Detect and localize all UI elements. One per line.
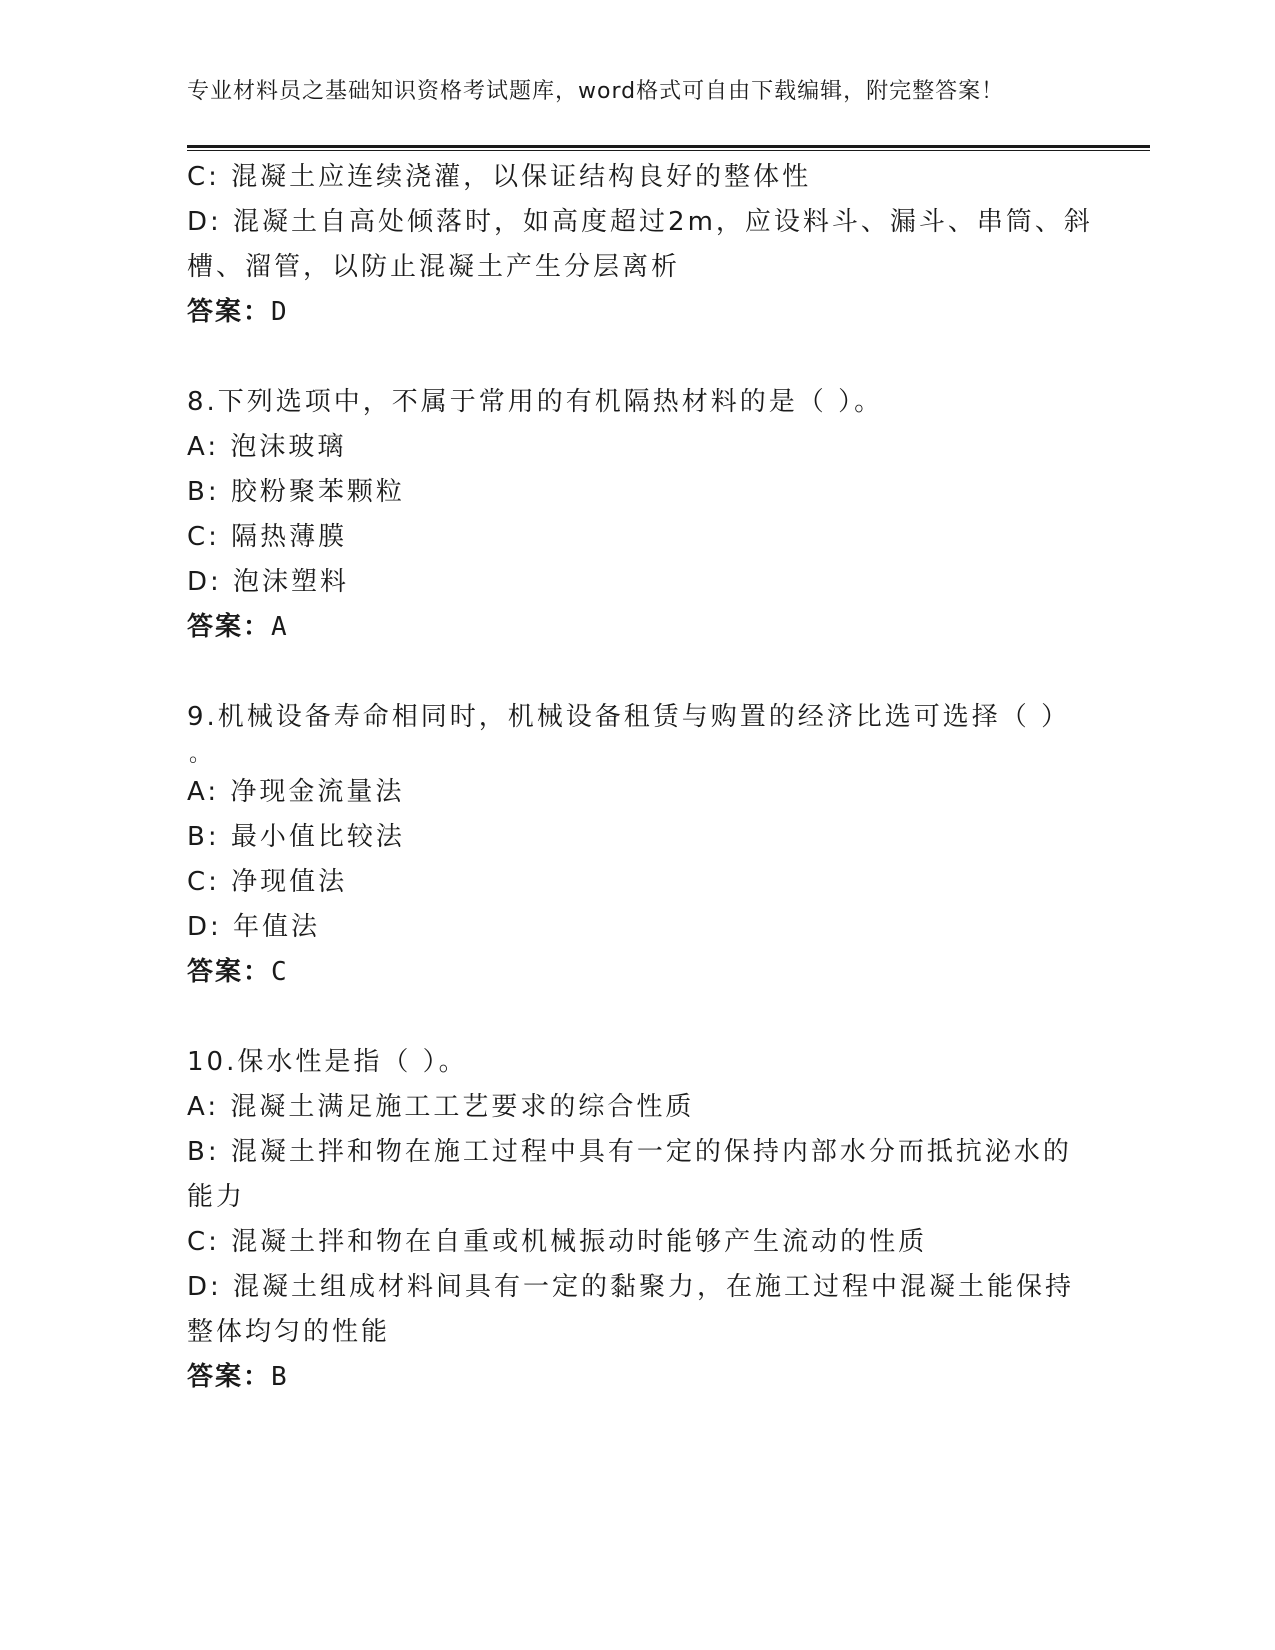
- option-b: B: 最小值比较法: [187, 822, 405, 852]
- option-a: A: 混凝土满足施工工艺要求的综合性质: [187, 1092, 695, 1122]
- question-7-tail: [187, 155, 1093, 335]
- question-8: [187, 380, 1087, 650]
- answer-label: 答案：: [187, 612, 272, 642]
- question-stem: 8.下列选项中，不属于常用的有机隔热材料的是（ ）。: [187, 387, 884, 417]
- answer-value: D: [271, 297, 289, 327]
- answer: [187, 950, 1087, 995]
- option-d: D: 年值法: [187, 912, 321, 942]
- question-stem-line-1: 9.机械设备寿命相同时，机械设备租赁与购置的经济比选可选择（ ）: [187, 702, 1071, 732]
- option-a: A: 净现金流量法: [187, 777, 405, 807]
- question-stem: 10.保水性是指（ ）。: [187, 1047, 468, 1077]
- spacer: [187, 335, 1087, 380]
- answer-value: C: [271, 957, 289, 987]
- option-d-line-1: D: 混凝土自高处倾落时，如高度超过2m，应设料斗、漏斗、串筒、斜: [187, 207, 1093, 237]
- option-c: C: 混凝土应连续浇灌，以保证结构良好的整体性: [187, 162, 812, 192]
- spacer: [187, 995, 1087, 1040]
- header-rule-thin: [187, 150, 1150, 151]
- answer-value: B: [271, 1362, 289, 1392]
- option-b: B: 胶粉聚苯颗粒: [187, 477, 405, 507]
- answer-label: 答案：: [187, 957, 272, 987]
- page-header: 专业材料员之基础知识资格考试题库，word格式可自由下载编辑，附完整答案！: [187, 79, 1005, 104]
- header-rule-thick: [187, 145, 1150, 148]
- option-a: A: 泡沫玻璃: [187, 432, 347, 462]
- answer-label: 答案：: [187, 297, 272, 327]
- option-d-line-1: D: 混凝土组成材料间具有一定的黏聚力，在施工过程中混凝土能保持: [187, 1272, 1075, 1302]
- answer: [187, 605, 1087, 650]
- option-b-line-2: 能力: [187, 1182, 246, 1212]
- option-c: C: 混凝土拌和物在自重或机械振动时能够产生流动的性质: [187, 1227, 928, 1257]
- option-d-line-2: 整体均匀的性能: [187, 1317, 391, 1347]
- option-b-line-1: B: 混凝土拌和物在施工过程中具有一定的保持内部水分而抵抗泌水的: [187, 1137, 1072, 1167]
- question-9: [187, 695, 1087, 995]
- question-10: [187, 1040, 1087, 1400]
- answer-label: 答案：: [187, 1362, 272, 1392]
- answer: [187, 1355, 1087, 1400]
- option-c: C: 净现值法: [187, 867, 348, 897]
- answer: [187, 290, 1087, 335]
- answer-value: A: [271, 612, 289, 642]
- question-content: [187, 155, 1093, 1400]
- option-d: D: 泡沫塑料: [187, 567, 350, 597]
- spacer: [187, 650, 1087, 695]
- option-c: C: 隔热薄膜: [187, 522, 348, 552]
- option-d-line-2: 槽、溜管，以防止混凝土产生分层离析: [187, 252, 681, 282]
- question-stem-line-2: 。: [189, 742, 212, 767]
